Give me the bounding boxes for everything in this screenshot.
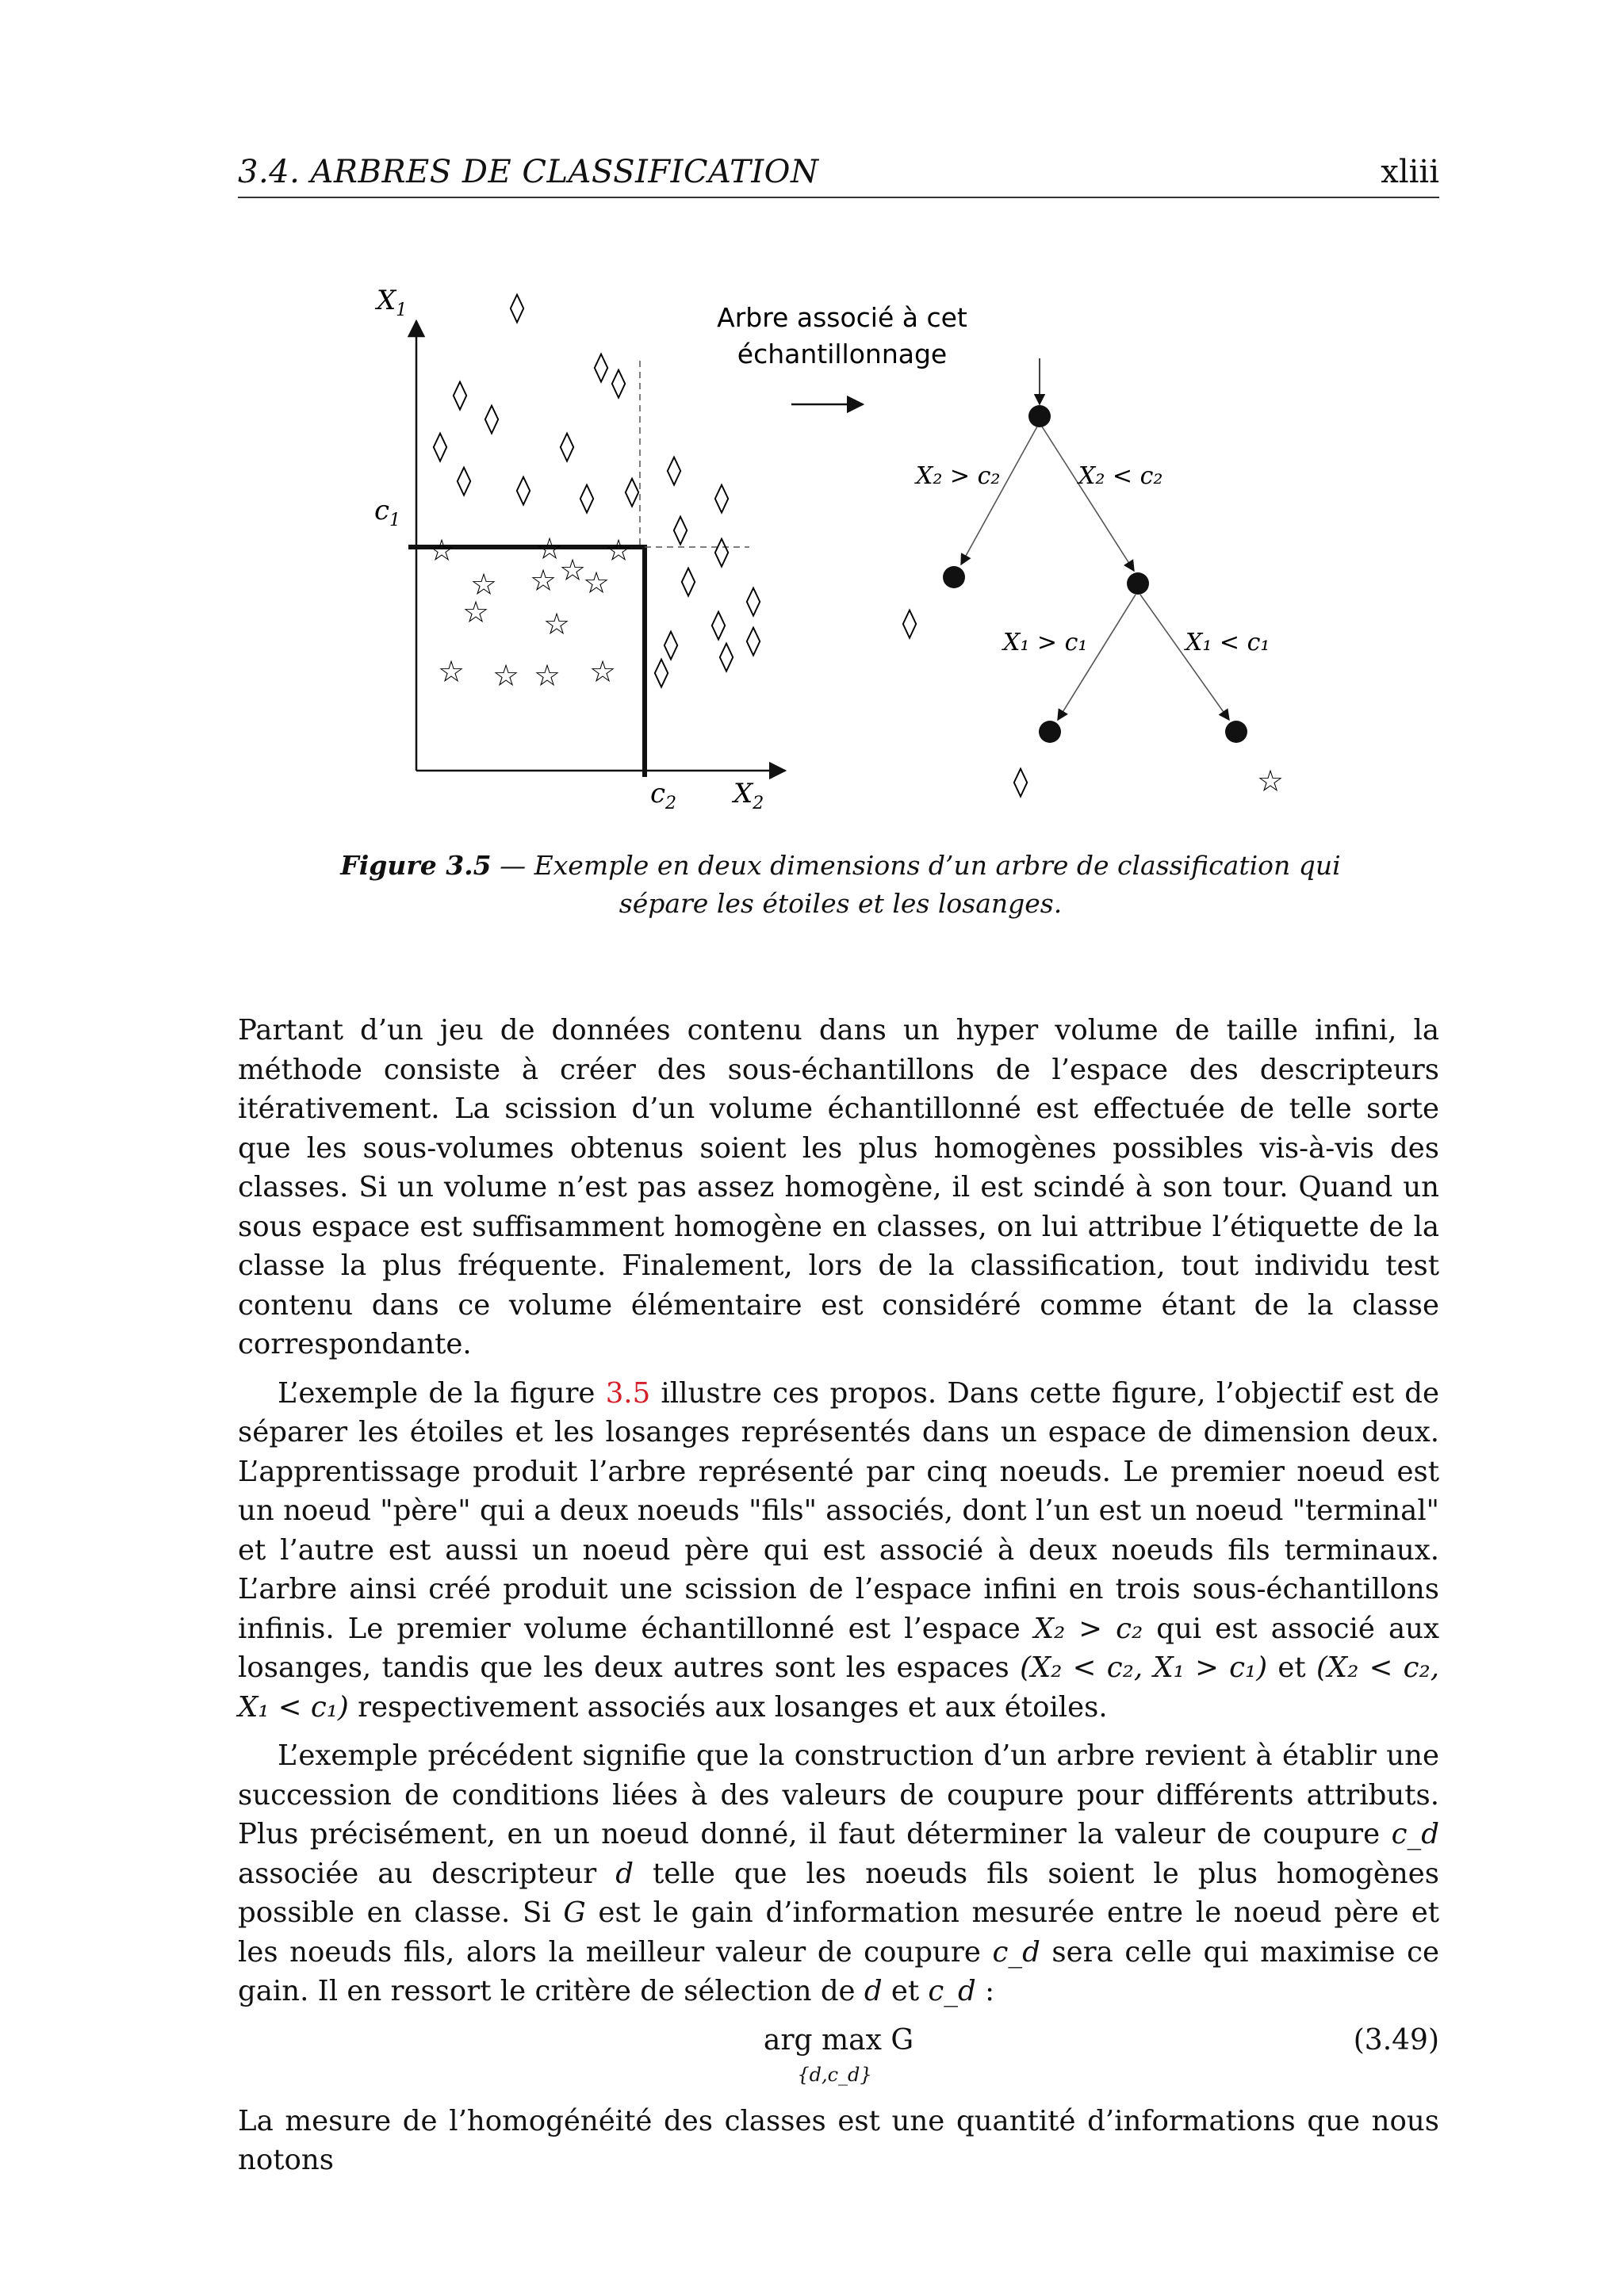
diamond-point: ◊ <box>624 473 640 508</box>
star-point: ☆ <box>582 565 611 600</box>
star-point: ☆ <box>492 658 520 693</box>
diamond-point: ◊ <box>456 462 472 497</box>
body-text <box>238 1011 1439 2190</box>
equation-number: (3.49) <box>1353 2023 1439 2057</box>
star-point: ☆ <box>604 533 633 568</box>
leaf-diamond-left: ◊ <box>902 605 917 640</box>
tree-internal-node <box>1127 572 1149 595</box>
caption-text: — Exemple en deux dimensions d’un arbre de classification qui sépare les étoiles et les losanges. <box>491 850 1341 919</box>
paragraph-1: Partant d’un jeu de données contenu dans un hyper volume de taille infini, la méthode consiste à créer des sous-échantillons de l’espace des descripteurs itérativement. La scission d’un volume échantillonné est effectuée de telle sorte que les sous-volumes obtenus soient les plus homogènes possibles vis-à-vis des classes. Si un volume n’est pas assez homogène, il est scindé à son tour. Quand un sous espace est suffisamment homogène en classes, on lui attribue l’étiquette de la classe la plus fréquente. Finalement, lors de la classification, tout individu test contenu dans ce volume élémentaire est considéré comme étant de la classe correspondante. <box>238 1014 1439 1360</box>
diamond-point: ◊ <box>666 452 682 487</box>
equation-main: arg max G <box>763 2023 914 2057</box>
decision-tree <box>902 358 1284 798</box>
leaf-diamond-middle: ◊ <box>1013 763 1028 798</box>
arrow-label-line2: échantillonnage <box>737 339 948 369</box>
caption-label: Figure 3.5 <box>340 850 492 881</box>
star-point: ☆ <box>437 654 465 689</box>
star-point: ☆ <box>529 563 557 598</box>
star-point: ☆ <box>462 595 490 629</box>
threshold-c2-label: $c_2$ <box>650 778 677 813</box>
leaf-star: ☆ <box>1256 763 1285 798</box>
diamond-point: ◊ <box>432 428 448 463</box>
figure-reference-link[interactable]: 3.5 <box>605 1376 651 1410</box>
star-point: ☆ <box>535 531 564 566</box>
diamond-point: ◊ <box>653 654 669 689</box>
diamond-point: ◊ <box>672 511 688 546</box>
star-point: ☆ <box>588 654 617 689</box>
diamond-point: ◊ <box>714 534 730 568</box>
scatter-plot <box>374 285 785 813</box>
star-point: ☆ <box>427 533 456 568</box>
diamond-point: ◊ <box>452 377 468 411</box>
diamond-point: ◊ <box>509 289 525 324</box>
star-point: ☆ <box>558 553 587 587</box>
star-point: ☆ <box>469 567 498 602</box>
edge-label-x1-gt-c1: X₁ > c₁ <box>1003 629 1088 656</box>
equation-subscript: {d,c_d} <box>797 2063 872 2086</box>
running-header <box>238 151 1439 198</box>
tree-leaf-node-x1-gt <box>1039 721 1061 743</box>
x-axis-label: $X_2$ <box>733 778 764 813</box>
star-point: ☆ <box>533 658 561 693</box>
star-points <box>428 531 632 693</box>
figure-3-5 <box>349 285 1316 825</box>
edge-label-x2-gt-c2: X₂ > c₂ <box>916 462 1001 490</box>
diamond-point: ◊ <box>515 472 531 507</box>
diamond-point: ◊ <box>663 626 679 661</box>
arrow-label-line1: Arbre associé à cet <box>717 302 967 333</box>
diamond-point: ◊ <box>484 400 500 435</box>
tree-leaf-node-x1-lt <box>1225 721 1247 743</box>
page-number: xliii <box>1381 154 1439 190</box>
edge-label-x1-lt-c1: X₁ < c₁ <box>1185 629 1270 656</box>
paragraph-3: L’exemple précédent signifie que la construction d’un arbre revient à établir une succession de conditions liées à des valeurs de coupure pour différents attributs. Plus précisément, en un noeud donné, il faut déterminer la valeur de coupure c_d associée au descripteur d telle que les noeuds fils soient le plus homogènes possible en classe. Si G est le gain d’information mesurée entre le noeud père et les noeuds fils, alors la meilleur valeur de coupure c_d sera celle qui maximise ce gain. Il en ressort le critère de sélection de d et c_d : <box>238 1739 1440 2007</box>
diamond-point: ◊ <box>593 349 609 384</box>
diamond-point: ◊ <box>745 583 761 618</box>
equation-3-49 <box>238 2021 1439 2094</box>
star-point: ☆ <box>542 607 571 641</box>
diamond-point: ◊ <box>710 607 726 641</box>
section-title: 3.4. ARBRES DE CLASSIFICATION <box>238 154 819 190</box>
y-axis-label: $X_1$ <box>377 285 408 320</box>
diamond-point: ◊ <box>718 638 734 673</box>
tree-root-node <box>1028 405 1051 427</box>
tree-left-leaf-node <box>943 566 965 588</box>
diamond-point: ◊ <box>559 428 575 463</box>
threshold-c1-label: $c_1$ <box>374 495 401 530</box>
paragraph-2: L’exemple de la figure 3.5 illustre ces propos. Dans cette figure, l’objectif est de séparer les étoiles et les losanges représentés dans un espace de dimension deux. L’apprentissage produit l’arbre représenté par cinq noeuds. Le premier noeud est un noeud "père" qui a deux noeuds "fils" associés, dont l’un est un noeud "terminal" et l’autre est aussi un noeud père qui est associé à deux noeuds fils terminaux. L’arbre ainsi créé produit une scission de l’espace infini en trois sous-échantillons infinis. Le premier volume échantillonné est l’espace X₂ > c₂ qui est associé aux losanges, tandis que les deux autres sont les espaces (X₂ < c₂, X₁ > c₁) et (X₂ < c₂, X₁ < c₁) respectivement associés aux losanges et aux étoiles. <box>238 1376 1440 1724</box>
paragraph-4: La mesure de l’homogénéité des classes est une quantité d’informations que nous notons <box>238 2104 1439 2176</box>
diamond-point: ◊ <box>745 622 761 657</box>
diamond-point: ◊ <box>611 365 626 400</box>
diamond-point: ◊ <box>714 480 730 515</box>
diamond-point: ◊ <box>579 480 595 515</box>
edge-label-x2-lt-c2: X₂ < c₂ <box>1078 462 1163 490</box>
diamond-point: ◊ <box>680 563 696 598</box>
figure-caption <box>333 847 1348 923</box>
